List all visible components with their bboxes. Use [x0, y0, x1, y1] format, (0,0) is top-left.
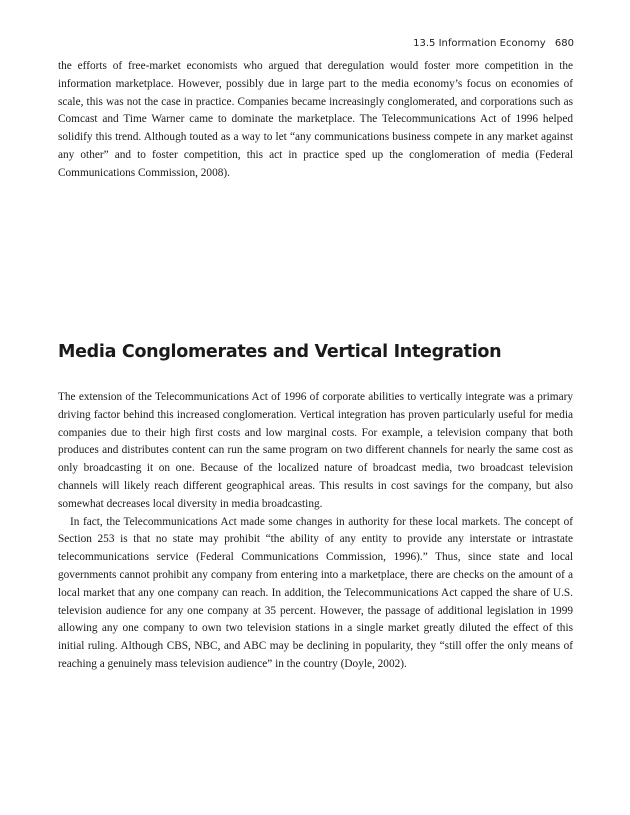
running-header	[413, 38, 574, 49]
section-heading: Media Conglomerates and Vertical Integration	[58, 342, 502, 362]
page-number: 680	[554, 38, 574, 49]
section-paragraph: The extension of the Telecommunications Act of 1996 of corporate abilities to vertically integrate was a primary driving factor behind this increased conglomeration. Vertical integration has proven particularly useful for media companies due to their high first costs and low marginal costs. For example, a television company that both produces and distributes content can run the same program on two different channels for nearly the same cost as only broadcasting it on one. Because of the localized nature of broadcast media, two broadcast television channels will likely reach different geographical areas. This results in cost savings for the company, but also somewhat decreases local diversity in media broadcasting.	[58, 391, 573, 510]
section-body	[58, 389, 573, 674]
section-paragraph: In fact, the Telecommunications Act made some changes in authority for these local markets. The concept of Section 253 is that no state may prohibit “the ability of any entity to provide any interstate or intrastate telecommunications service (Federal Communications Commission, 1996).” Thus, since state and local governments cannot prohibit any company from entering into a marketplace, there are checks on the amount of a local market that any one company can reach. In addition, the Telecommunications Act capped the share of U.S. television audience for any one company at 35 percent. However, the passage of additional legislation in 1999 allowing any one company to own two television stations in a single market greatly diluted the effect of this initial ruling. Although CBS, NBC, and ABC may be declining in popularity, they “still offer the only means of reaching a genuinely mass television audience” in the country (Doyle, 2002).	[58, 515, 573, 670]
continued-paragraph: the efforts of free-market economists who argued that deregulation would foster more competition in the information marketplace. However, possibly due in large part to the media economy’s focus on economies of scale, this was not the case in practice. Companies became increasingly conglomerated, and corporations such as Comcast and Time Warner came to dominate the marketplace. The Telecommunications Act of 1996 helped solidify this trend. Although touted as a way to let “any communications business compete in any market against any other” and to foster competition, this act in practice sped up the conglomeration of media (Federal Communications Commission, 2008).	[58, 60, 573, 179]
header-section-title: 13.5 Information Economy	[413, 38, 546, 49]
